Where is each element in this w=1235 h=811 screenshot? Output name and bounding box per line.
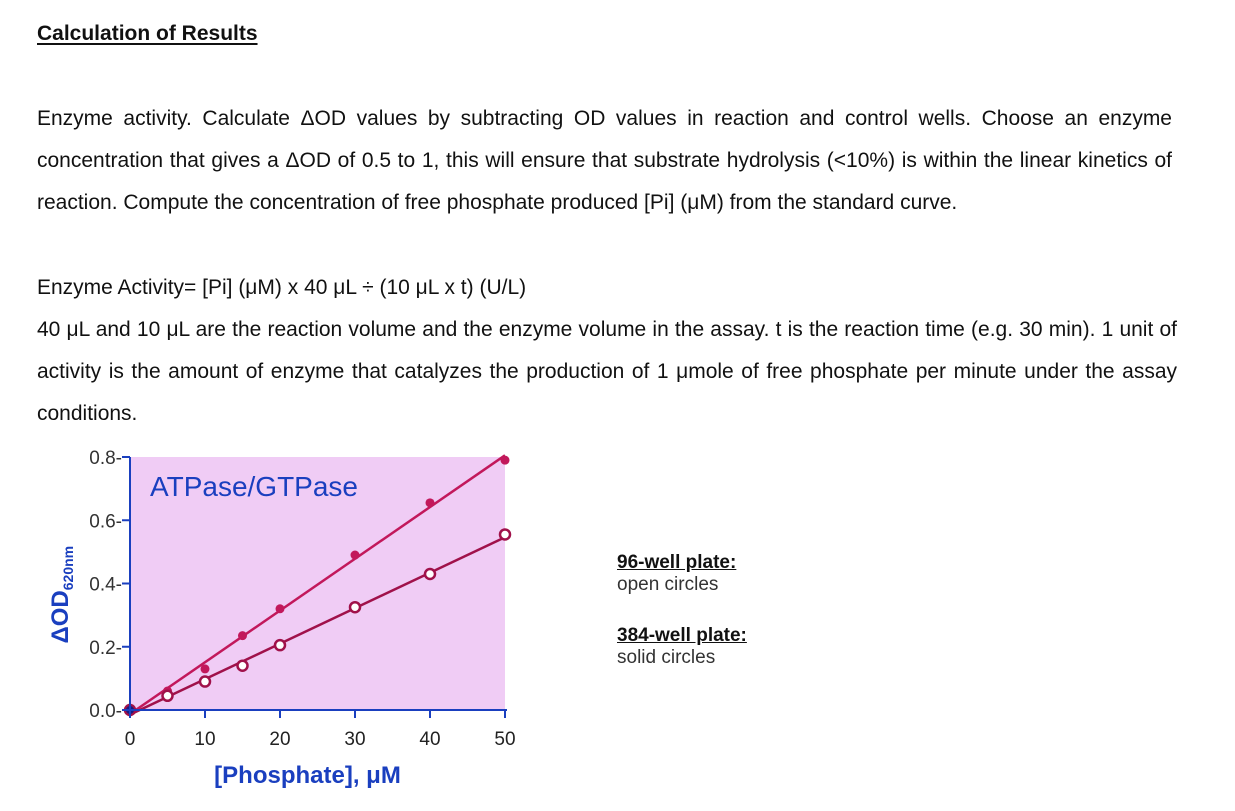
x-tick-label: 40: [419, 729, 441, 750]
data-point-solid: [351, 551, 360, 560]
data-point-solid: [501, 456, 510, 465]
y-axis-label: [47, 546, 76, 644]
data-point-open: [425, 569, 435, 579]
data-point-solid: [201, 664, 210, 673]
y-tick-label: 0.8-: [89, 448, 122, 469]
data-point-open: [500, 529, 510, 539]
y-tick-label: 0.4-: [89, 574, 122, 596]
data-point-solid: [426, 498, 435, 507]
legend-384-well-title: 384-well plate:: [617, 625, 747, 646]
data-point-open: [275, 640, 285, 650]
data-point-open: [238, 661, 248, 671]
chart-title: ATPase/GTPase: [150, 471, 359, 502]
y-tick-label: 0.2-: [89, 637, 122, 659]
legend-384-well: [617, 625, 747, 669]
x-tick-label: 50: [494, 729, 516, 750]
data-point-open: [163, 691, 173, 701]
x-tick-label: 0: [124, 729, 136, 750]
y-tick-label: 0.6-: [89, 511, 122, 533]
chart-svg: [40, 445, 540, 805]
section-heading: Calculation of Results: [37, 22, 258, 45]
legend-384-well-desc: solid circles: [617, 647, 716, 668]
x-axis-label: [Phosphate], μM: [214, 762, 401, 789]
standard-curve-chart: [40, 445, 540, 805]
y-tick-label: 0.0-: [89, 701, 122, 722]
legend-96-well-desc: open circles: [617, 574, 719, 595]
legend-96-well-title: 96-well plate:: [617, 552, 737, 573]
x-tick-label: 20: [269, 729, 291, 750]
data-point-open: [200, 677, 210, 687]
enzyme-activity-formula: Enzyme Activity= [Pi] (μM) x 40 μL ÷ (10 μL x t) (U/L): [37, 276, 527, 299]
y-axis-label-main: ΔOD: [47, 590, 74, 644]
enzyme-activity-paragraph: Enzyme activity. Calculate ΔOD values by subtracting OD values in reaction and control wells. Choose an enzyme concentration that gives a ΔOD of 0.5 to 1, this will ensure that substrate hydrolysis (<10%) is within the linear kinetics of reaction. Compute the concentration of free phosphate produced [Pi] (μM) from the standard curve.: [37, 107, 1172, 214]
legend-96-well: [617, 552, 736, 596]
units-paragraph: 40 μL and 10 μL are the reaction volume and the enzyme volume in the assay. t is the reaction time (e.g. 30 min). 1 unit of activity is the amount of enzyme that catalyzes the production of 1 μmole of free phosphate per minute under the assay conditions.: [37, 318, 1177, 425]
y-axis-label-sub: 620nm: [60, 545, 76, 591]
data-point-open: [350, 602, 360, 612]
data-point-solid: [276, 604, 285, 613]
data-point-solid: [238, 631, 247, 640]
x-tick-label: 10: [194, 729, 216, 750]
x-tick-label: 30: [344, 729, 366, 750]
